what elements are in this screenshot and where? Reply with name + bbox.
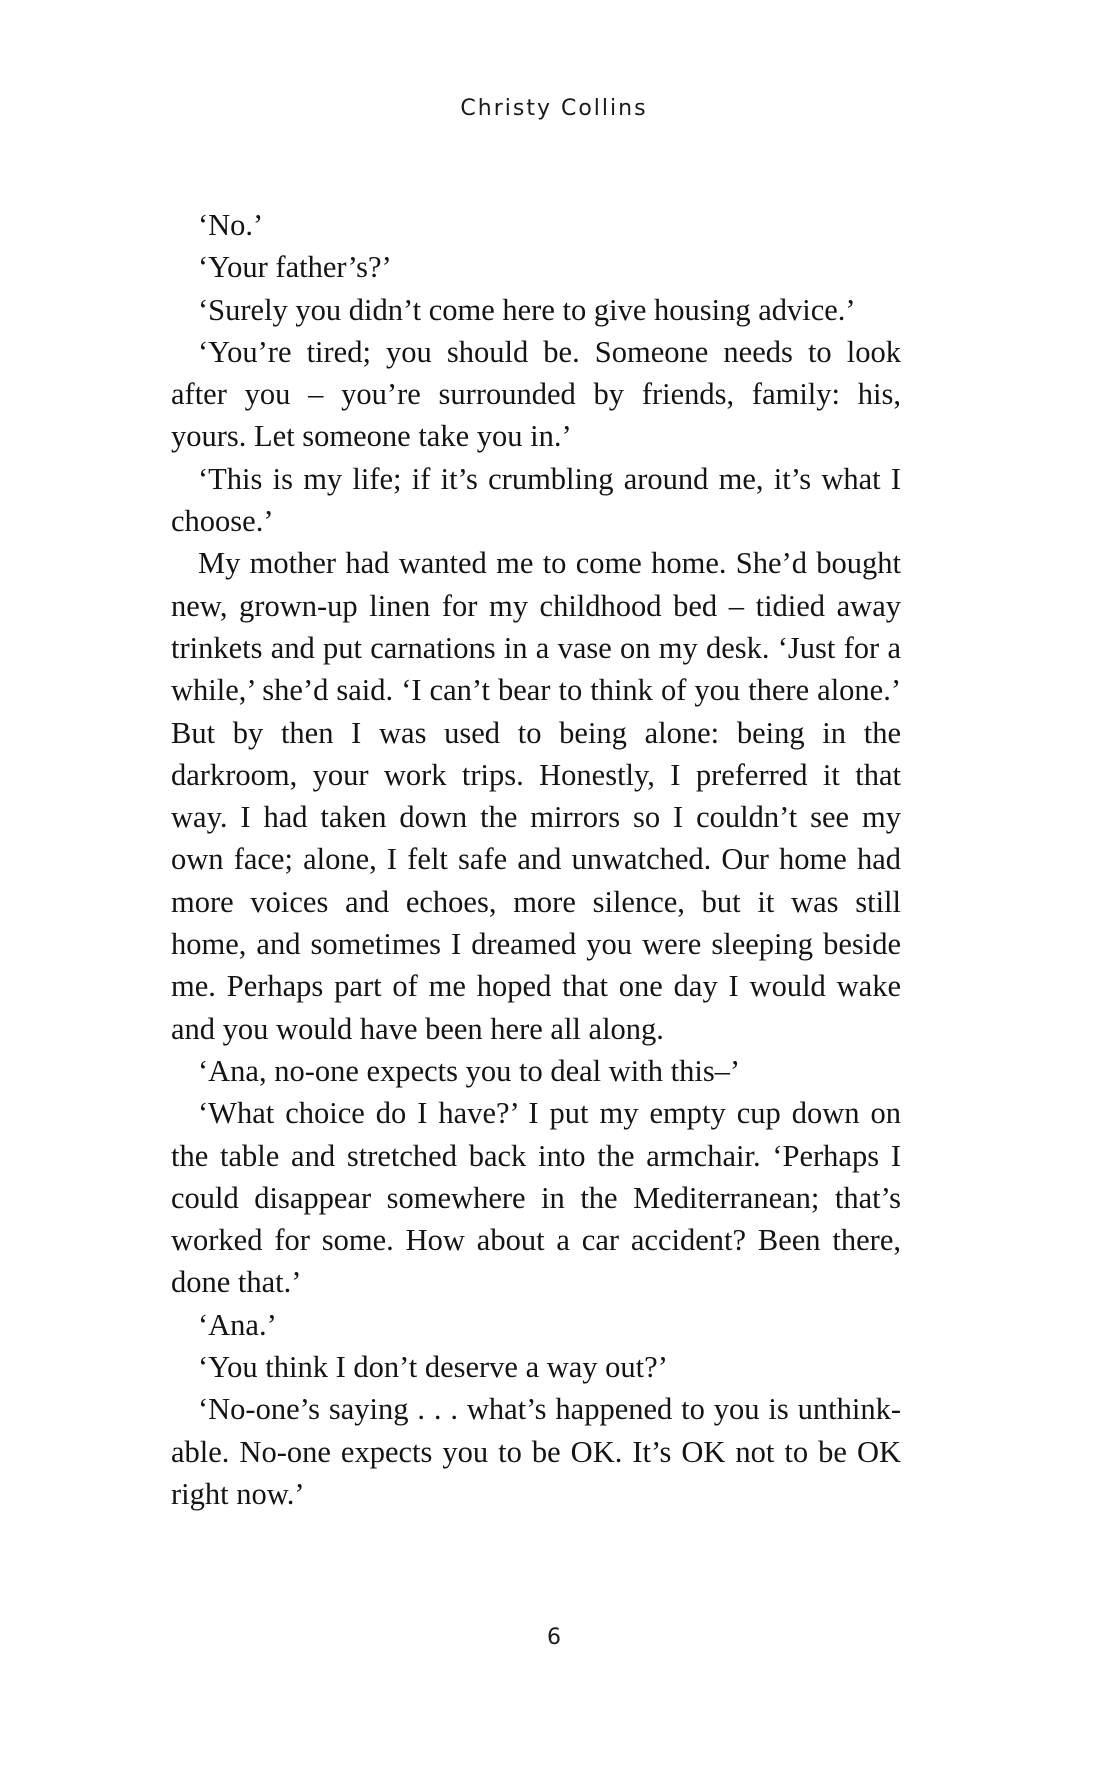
page-number: 6 bbox=[547, 1625, 561, 1650]
running-head-author: Christy Collins bbox=[460, 96, 648, 121]
body-text bbox=[171, 204, 901, 1515]
paragraph: My mother had wanted me to come home. She’d bought new, grown-up linen for my childhood bed – tidied away trinkets and put carnations in a vase on my desk. ‘Just for a while,’ she’d said. ‘I can’t bear to think of you there alone.’ But by then I was used to being alone: being in the darkroom, your work trips. Honestly, I preferred it that way. I had taken down the mirrors so I couldn’t see my own face; alone, I felt safe and unwatched. Our home had more voices and echoes, more silence, but it was still home, and sometimes I dreamed you were sleeping beside me. Perhaps part of me hoped that one day I would wake and you would have been here all along. bbox=[171, 546, 901, 1046]
paragraph: ‘This is my life; if it’s crumbling around me, it’s what I choose.’ bbox=[171, 461, 901, 539]
paragraph: ‘No-one’s saying . . . what’s happened to you is unthinkable. No-one expects you to be OK. It’s OK not to be OK right now.’ bbox=[171, 1392, 901, 1511]
paragraph: ‘Ana.’ bbox=[198, 1307, 277, 1342]
paragraph: ‘No.’ bbox=[198, 208, 264, 242]
paragraph: ‘You think I don’t deserve a way out?’ bbox=[198, 1350, 668, 1385]
paragraph: ‘You’re tired; you should be. Someone needs to look after you – you’re surrounded by friends, family: his, yours. Let someone take you in.’ bbox=[171, 334, 901, 454]
paragraph: ‘What choice do I have?’ I put my empty cup down on the table and stretched back into the armchair. ‘Perhaps I could disappear somewhere in the Mediterranean; that’s worked for some. How about a car accident? Been there, done that.’ bbox=[171, 1096, 901, 1300]
paragraph: ‘Your father’s?’ bbox=[198, 250, 392, 285]
paragraph: ‘Ana, no-one expects you to deal with this–’ bbox=[198, 1053, 741, 1088]
paragraph: ‘Surely you didn’t come here to give housing advice.’ bbox=[198, 292, 856, 327]
